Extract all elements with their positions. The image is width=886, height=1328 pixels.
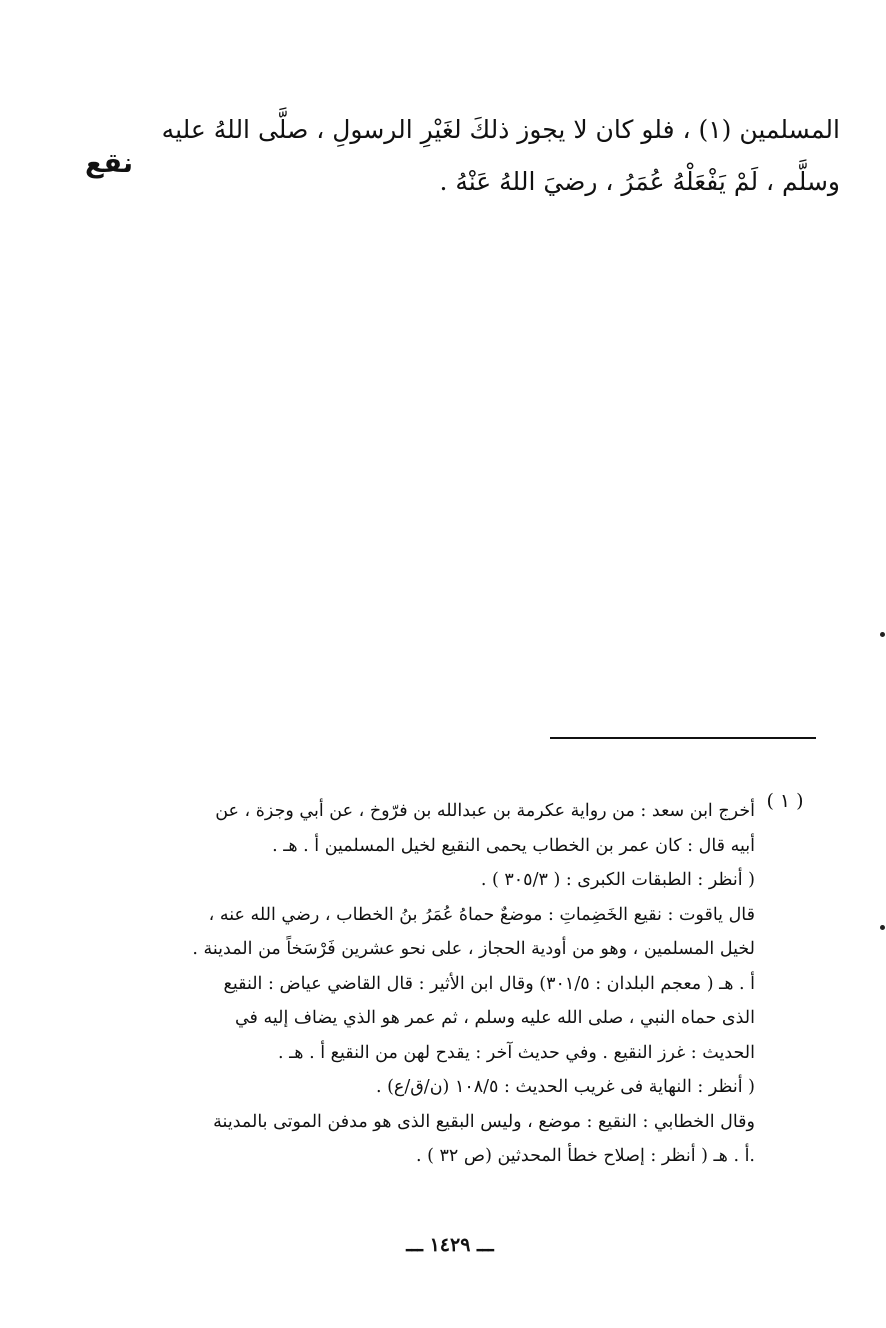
footnote-line: الحديث : غرز النقيع . وفي حديث آخر : يقدح لهن من النقيع أ . هـ .	[278, 1042, 755, 1063]
footnote-marker: ( ١ )	[766, 790, 804, 812]
main-text-line: وسلَّم ، لَمْ يَفْعَلْهُ عُمَرُ ، رضيَ اللهُ عَنْهُ .	[439, 167, 840, 196]
page-number: ـــ ١٤٢٩ ـــ	[406, 1234, 494, 1256]
footnote-line: أبيه قال : كان عمر بن الخطاب يحمى النقيع لخيل المسلمين أ . هـ .	[272, 835, 755, 856]
main-text-line: المسلمين (١) ، فلو كان لا يجوز ذلكَ لغَيْرِ الرسولِ ، صلَّى اللهُ عليه	[161, 115, 840, 144]
entry-head-word: نقع	[84, 148, 133, 179]
footnote-line: قال ياقوت : نقيع الخَضِماتِ : موضعٌ حماهُ عُمَرُ بنُ الخطاب ، رضي الله عنه ،	[208, 904, 755, 925]
footnote-line: وقال الخطابي : النقيع : موضع ، وليس البقيع الذى هو مدفن الموتى بالمدينة	[213, 1111, 755, 1132]
scan-speck	[880, 632, 885, 637]
footnote-line: .أ . هـ ( أنظر : إصلاح خطأ المحدثين (ص ٣٢ ) .	[416, 1146, 755, 1166]
footnote-separator-rule	[550, 737, 816, 739]
footnote-line: ( أنظر : النهاية فى غريب الحديث : ١٠٨/٥ (ن/ق/ع) .	[375, 1077, 755, 1097]
footnote-block	[150, 794, 755, 1174]
scan-speck	[880, 925, 885, 930]
footnote-line: ( أنظر : الطبقات الكبرى : ( ٣٠٥/٣ ) .	[480, 870, 755, 890]
footnote-line: أخرج ابن سعد : من رواية عكرمة بن عبدالله بن فرّوخ ، عن أبي وجزة ، عن	[215, 801, 755, 821]
footnote-line: الذى حماه النبي ، صلى الله عليه وسلم ، ثم عمر هو الذي يضاف إليه في	[234, 1008, 755, 1028]
footnote-line: لخيل المسلمين ، وهو من أودية الحجاز ، على نحو عشرين فَرْسَخاً من المدينة .	[192, 939, 755, 959]
footnote-line: أ . هـ ( معجم البلدان : ٣٠١/٥) وقال ابن الأثير : قال القاضي عياض : النقيع	[223, 973, 755, 994]
main-text-block	[150, 104, 840, 208]
